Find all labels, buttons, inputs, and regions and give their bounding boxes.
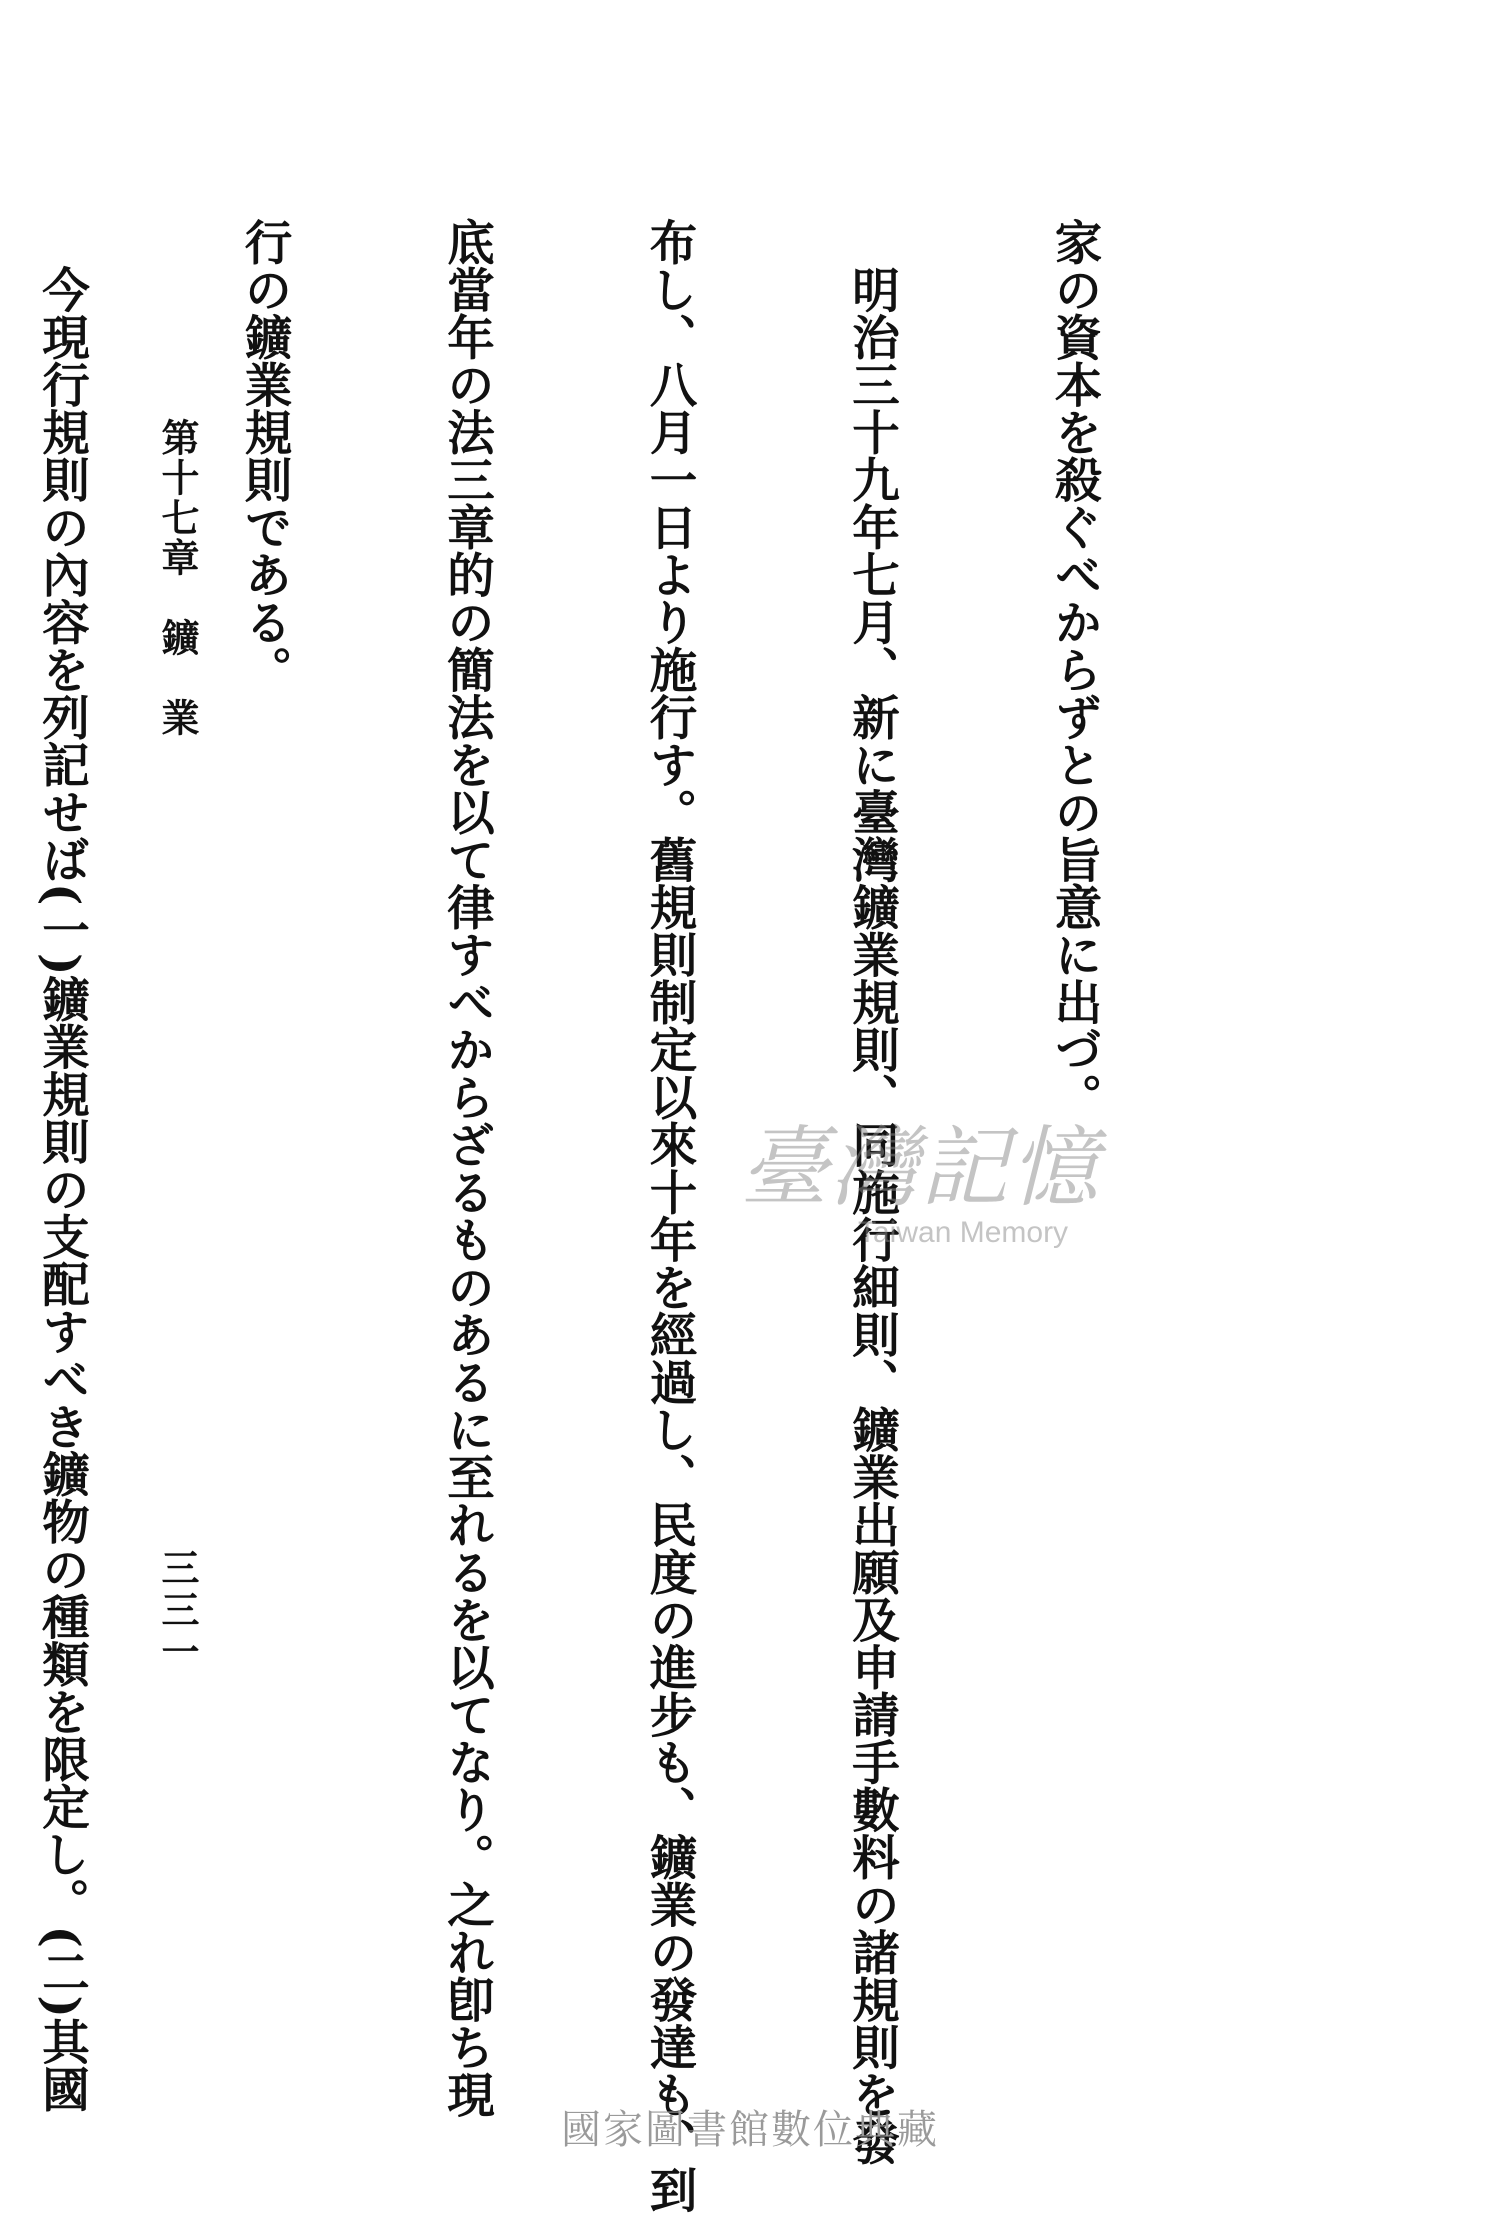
page-number: 三三一 [155, 1548, 200, 1674]
running-head: 第十七章 鑛 業 [155, 418, 200, 738]
footer-credit: 國家圖書館數位典藏 [561, 2108, 939, 2152]
text-line: 明治三十九年七月、新に臺灣鑛業規則、同施行細則、鑛業出願及申請手數料の諸規則を發 [843, 218, 900, 2166]
text-line: 行の鑛業規則である。 [236, 218, 292, 693]
text-line: 家の資本を殺ぐべからずとの旨意に出づ。 [1046, 218, 1102, 1121]
text-line: 底當年の法三章的の簡法を以て律すべからざるものあるに至れるを以てなり。之れ卽ち現 [438, 218, 495, 2118]
watermark-logo [740, 1118, 1200, 1278]
watermark-logo-text: 臺灣記憶 [740, 1116, 1101, 1219]
text-line: 布し、八月一日より施行す。舊規則制定以來十年を經過し、民度の進步も、鑛業の發達も、到 [641, 218, 697, 2213]
watermark-subtitle: Taiwan Memory [858, 1216, 1069, 1249]
text-line: 今現行規則の內容を列記せば(一)鑛業規則の支配すべき鑛物の種類を限定し。(二)其國 [33, 218, 90, 2113]
